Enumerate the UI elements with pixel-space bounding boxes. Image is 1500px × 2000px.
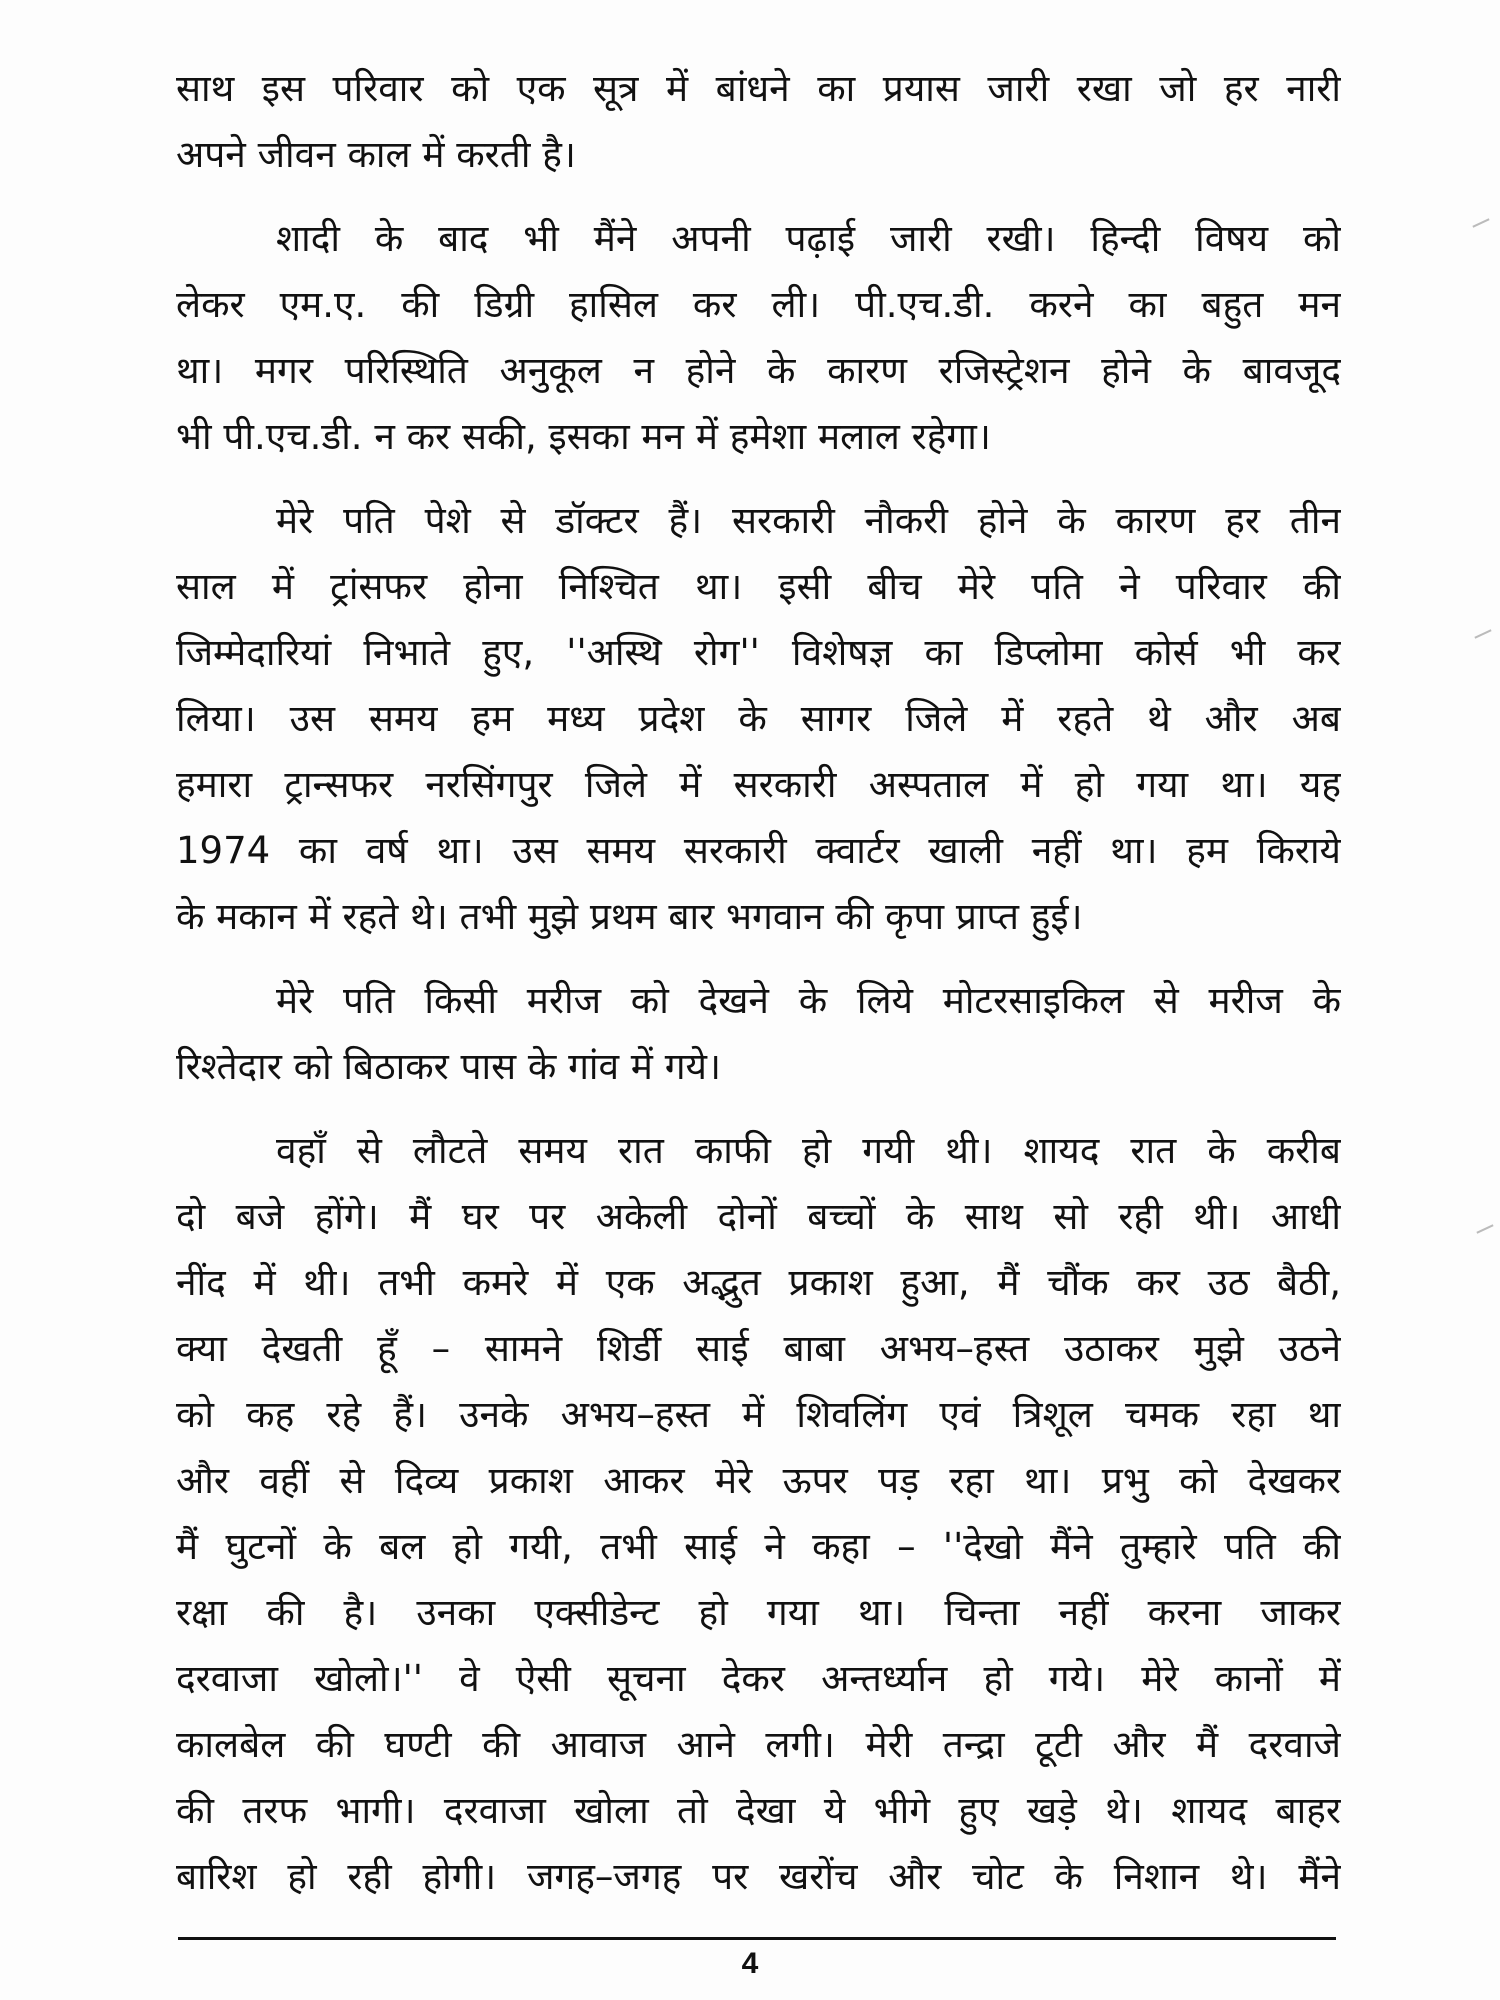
page-number: 4 [741,1947,759,1980]
text-line: अपने जीवन काल में करती है। [176,133,576,176]
text-line: रिश्तेदार को बिठाकर पास के गांव में गये। [176,1045,722,1088]
text-line: था। मगर परिस्थिति अनुकूल न होने के कारण रजिस्ट्रेशन होने के बावजूद [176,349,1341,392]
text-line: बारिश हो रही होगी। जगह–जगह पर खरोंच और चोट के निशान थे। मैंने [176,1855,1341,1898]
text-line: मेरे पति किसी मरीज को देखने के लिये मोटरसाइकिल से मरीज के [276,979,1341,1022]
text-line: मेरे पति पेशे से डॉक्टर हैं। सरकारी नौकरी होने के कारण हर तीन [276,499,1341,542]
text-line: शादी के बाद भी मैंने अपनी पढ़ाई जारी रखी। हिन्दी विषय को [276,217,1341,260]
text-line: दो बजे होंगे। मैं घर पर अकेली दोनों बच्चों के साथ सो रही थी। आधी [176,1195,1341,1238]
text-line: लिया। उस समय हम मध्य प्रदेश के सागर जिले में रहते थे और अब [176,697,1341,740]
paragraph-4 [176,968,1341,1100]
text-line: दरवाजा खोलो।'' वे ऐसी सूचना देकर अन्तर्ध्यान हो गये। मेरे कानों में [176,1657,1341,1700]
paragraph-5 [176,1118,1341,1910]
text-line: जिम्मेदारियां निभाते हुए, ''अस्थि रोग'' विशेषज्ञ का डिप्लोमा कोर्स भी कर [176,631,1341,674]
text-line: और वहीं से दिव्य प्रकाश आकर मेरे ऊपर पड़ रहा था। प्रभु को देखकर [176,1459,1341,1502]
text-line: रक्षा की है। उनका एक्सीडेन्ट हो गया था। चिन्ता नहीं करना जाकर [176,1591,1341,1634]
text-line: लेकर एम.ए. की डिग्री हासिल कर ली। पी.एच.डी. करने का बहुत मन [176,283,1341,326]
paragraph-3 [176,488,1341,950]
scan-mark [1476,1224,1493,1233]
text-line: की तरफ भागी। दरवाजा खोला तो देखा ये भीगे हुए खड़े थे। शायद बाहर [176,1789,1341,1832]
text-line: नींद में थी। तभी कमरे में एक अद्भुत प्रकाश हुआ, मैं चौंक कर उठ बैठी, [176,1261,1341,1304]
paragraph-2 [176,206,1341,470]
text-line: 1974 का वर्ष था। उस समय सरकारी क्वार्टर खाली नहीं था। हम किराये [176,829,1341,872]
scan-mark [1474,629,1491,638]
text-line: साल में ट्रांसफर होना निश्चित था। इसी बीच मेरे पति ने परिवार की [176,565,1341,608]
text-line: क्या देखती हूँ – सामने शिर्डी साई बाबा अभय–हस्त उठाकर मुझे उठने [176,1327,1341,1370]
text-line: साथ इस परिवार को एक सूत्र में बांधने का प्रयास जारी रखा जो हर नारी [176,67,1341,110]
text-body [176,56,1341,1928]
text-line: कालबेल की घण्टी की आवाज आने लगी। मेरी तन्द्रा टूटी और मैं दरवाजे [176,1723,1341,1766]
text-line: हमारा ट्रान्सफर नरसिंगपुर जिले में सरकारी अस्पताल में हो गया था। यह [176,763,1341,806]
text-line: भी पी.एच.डी. न कर सकी, इसका मन में हमेशा मलाल रहेगा। [176,415,991,458]
paragraph-1 [176,56,1341,188]
text-line: मैं घुटनों के बल हो गयी, तभी साई ने कहा – ''देखो मैंने तुम्हारे पति की [176,1525,1341,1568]
footer-rule [178,1937,1336,1940]
text-line: वहाँ से लौटते समय रात काफी हो गयी थी। शायद रात के करीब [276,1129,1341,1172]
text-line: को कह रहे हैं। उनके अभय–हस्त में शिवलिंग एवं त्रिशूल चमक रहा था [176,1393,1341,1436]
text-line: के मकान में रहते थे। तभी मुझे प्रथम बार भगवान की कृपा प्राप्त हुई। [176,895,1083,938]
scan-mark [1472,218,1489,227]
